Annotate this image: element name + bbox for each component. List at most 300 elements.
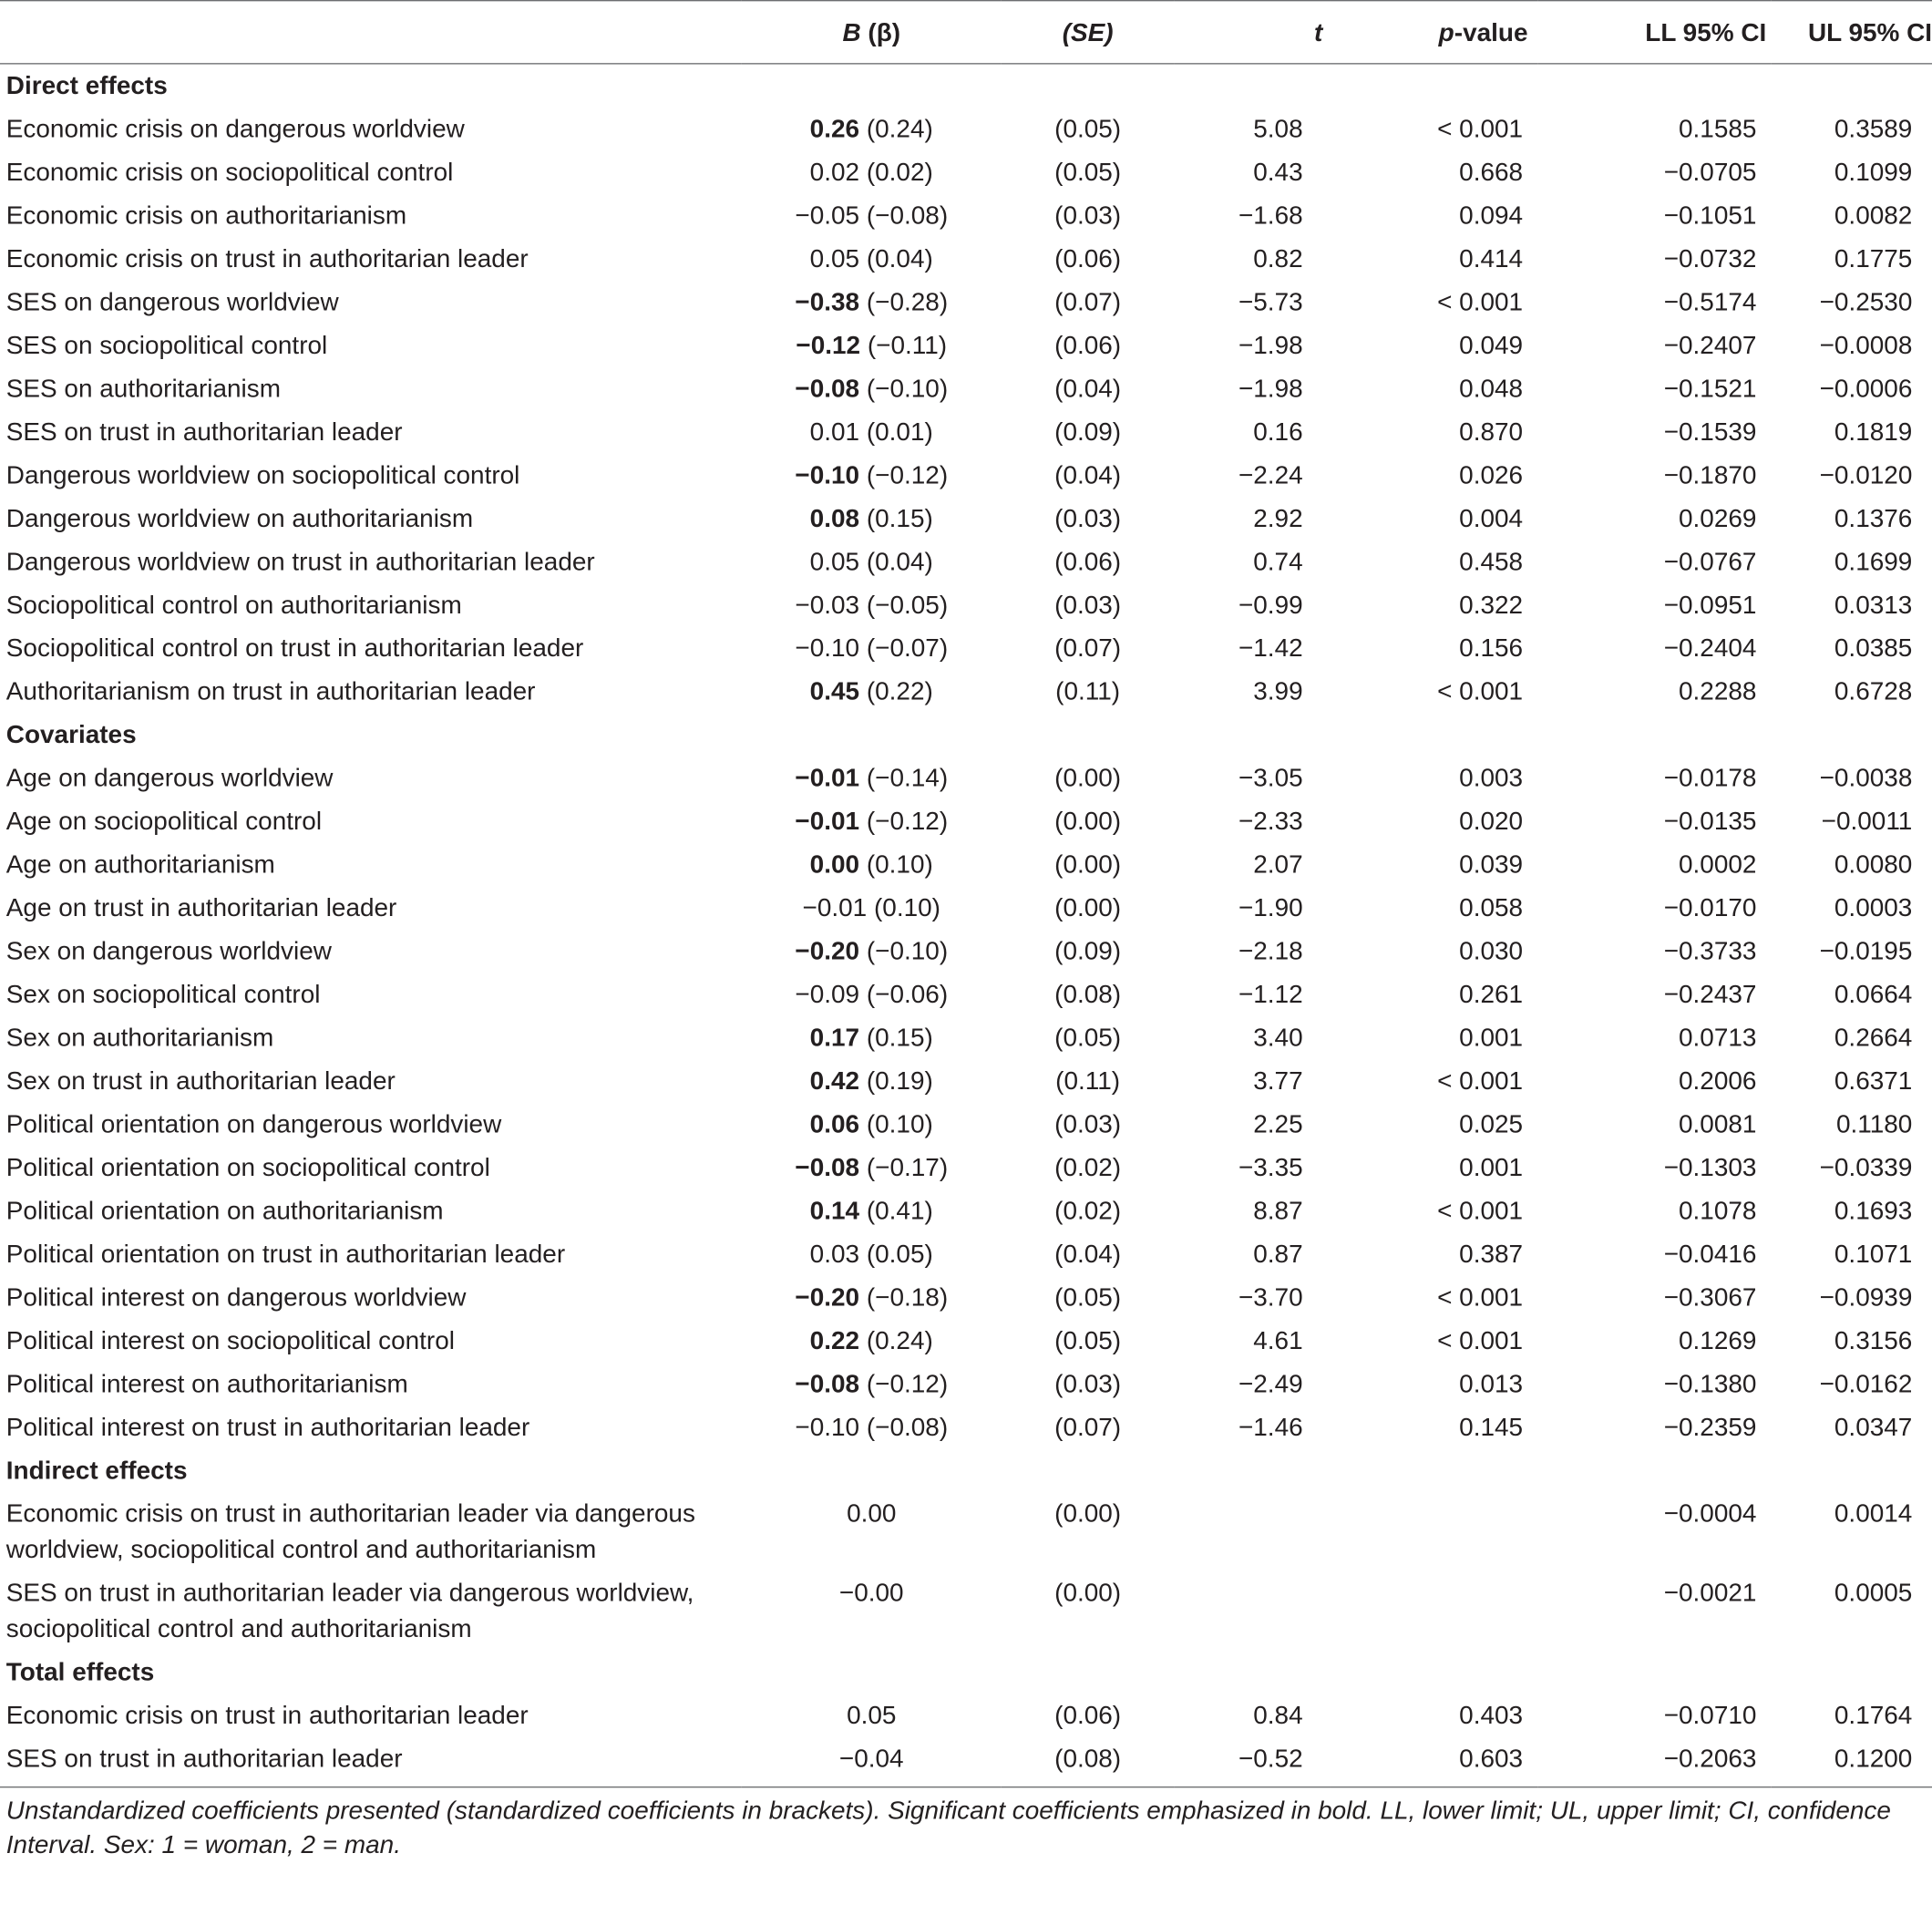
table-row	[0, 1059, 1932, 1102]
p-value: 0.003	[1459, 764, 1524, 793]
p-value: 0.020	[1459, 807, 1524, 836]
standardized-coefficient: (−0.06)	[866, 980, 949, 1009]
standardized-coefficient: (−0.12)	[866, 1369, 949, 1399]
table-row	[0, 1492, 1932, 1571]
coefficient-cell	[742, 1571, 1002, 1651]
t-value: 2.92	[1253, 504, 1303, 533]
coefficient-cell	[742, 1103, 1002, 1146]
upper-limit-ci: −0.0008	[1819, 331, 1913, 360]
unstandardized-coefficient: −0.00	[838, 1579, 904, 1608]
lower-limit-ci: −0.0732	[1663, 244, 1757, 273]
unstandardized-coefficient: −0.01	[795, 764, 860, 793]
effect-name: Sociopolitical control on authoritarianism	[5, 591, 462, 620]
effect-name: Political interest on dangerous worldview	[5, 1282, 467, 1313]
standard-error: (0.11)	[1055, 1066, 1121, 1096]
standardized-coefficient: (−0.12)	[866, 460, 949, 490]
effect-name: Economic crisis on trust in authoritarian leader	[5, 1701, 529, 1730]
standardized-coefficient: (−0.12)	[866, 807, 949, 836]
standardized-coefficient: (0.10)	[873, 893, 940, 922]
upper-limit-ci: 0.0313	[1834, 591, 1913, 620]
table-row	[0, 541, 1932, 583]
header-b-suffix: (β)	[860, 17, 901, 46]
unstandardized-coefficient: −0.08	[795, 1369, 860, 1399]
t-value: −3.35	[1238, 1153, 1303, 1182]
effect-name: Political interest on trust in authoritarian leader	[5, 1413, 530, 1442]
standard-error: (0.00)	[1054, 893, 1122, 922]
t-value: −1.68	[1238, 201, 1303, 231]
effect-name: Authoritarianism on trust in authoritarian leader	[5, 677, 536, 706]
standard-error: (0.09)	[1054, 417, 1122, 447]
unstandardized-coefficient: −0.04	[838, 1744, 904, 1774]
upper-limit-ci: 0.0080	[1834, 850, 1913, 880]
unstandardized-coefficient: 0.06	[809, 1110, 860, 1139]
table-row	[0, 670, 1932, 713]
coefficient-cell	[742, 1405, 1002, 1448]
standard-error: (0.05)	[1054, 115, 1122, 144]
table-row	[0, 281, 1932, 324]
section-title: Total effects	[5, 1657, 155, 1687]
t-value: 0.74	[1253, 547, 1303, 577]
header-p	[1330, 1, 1537, 64]
p-value: 0.048	[1459, 374, 1524, 404]
t-value: −2.24	[1238, 460, 1303, 490]
upper-limit-ci: −0.0120	[1819, 460, 1913, 490]
p-value: < 0.001	[1437, 1066, 1524, 1096]
coefficient-cell	[742, 1059, 1002, 1102]
t-value: −1.90	[1238, 893, 1303, 922]
standard-error: (0.00)	[1054, 1499, 1122, 1529]
p-value: < 0.001	[1437, 288, 1524, 317]
effect-name: Sex on authoritarianism	[5, 1024, 274, 1053]
coefficient-cell	[742, 843, 1002, 886]
t-value: −2.18	[1238, 937, 1303, 966]
p-value: 0.156	[1459, 633, 1524, 664]
table-body	[0, 64, 1932, 1787]
standardized-coefficient: (0.10)	[866, 850, 933, 880]
coefficient-cell	[742, 1232, 1002, 1275]
coefficient-cell	[742, 541, 1002, 583]
effect-name: Economic crisis on dangerous worldview	[5, 115, 465, 144]
coefficient-cell	[742, 237, 1002, 280]
unstandardized-coefficient: −0.09	[795, 980, 860, 1009]
p-value: < 0.001	[1437, 115, 1524, 144]
upper-limit-ci: 0.3156	[1834, 1326, 1913, 1355]
lower-limit-ci: −0.0021	[1663, 1579, 1757, 1608]
table-row	[0, 108, 1932, 150]
p-value: 0.414	[1459, 244, 1524, 273]
p-value: 0.058	[1459, 893, 1524, 922]
p-value: 0.004	[1459, 504, 1524, 533]
coefficient-cell	[742, 1276, 1002, 1319]
t-value: −3.05	[1238, 764, 1303, 793]
upper-limit-ci: 0.0347	[1834, 1413, 1913, 1442]
unstandardized-coefficient: 0.03	[809, 1240, 860, 1269]
lower-limit-ci: 0.1078	[1678, 1196, 1757, 1226]
standard-error: (0.08)	[1054, 980, 1122, 1009]
standardized-coefficient: (0.10)	[866, 1110, 933, 1139]
table-row	[0, 454, 1932, 497]
t-value: −1.98	[1238, 374, 1303, 404]
t-value: 0.16	[1253, 417, 1303, 447]
effect-name: Sex on sociopolitical control	[5, 980, 321, 1009]
standard-error: (0.02)	[1054, 1196, 1122, 1226]
t-value: 8.87	[1253, 1196, 1303, 1226]
table-row	[0, 1232, 1932, 1275]
standard-error: (0.06)	[1054, 547, 1122, 577]
p-value: < 0.001	[1437, 1282, 1524, 1313]
effect-name: Age on dangerous worldview	[5, 764, 334, 793]
table-row	[0, 1016, 1932, 1059]
header-ul: UL 95% CI	[1772, 1, 1932, 64]
coefficient-cell	[742, 973, 1002, 1015]
table-row	[0, 1276, 1932, 1319]
p-value: < 0.001	[1437, 677, 1524, 706]
effect-name: Age on trust in authoritarian leader	[5, 893, 397, 922]
table-footnote: Unstandardized coefficients presented (standardized coefficients in brackets). Significant coefficients emphasized in bold. LL, lower limit; UL, upper limit; CI, confidence Interval. Sex: 1 = woman, 2 = man.	[5, 1796, 1891, 1860]
lower-limit-ci: −0.2404	[1663, 633, 1757, 664]
standard-error: (0.03)	[1054, 201, 1122, 231]
upper-limit-ci: 0.0005	[1834, 1579, 1913, 1608]
standard-error: (0.07)	[1054, 633, 1122, 664]
header-se: (SE)	[1002, 1, 1175, 64]
unstandardized-coefficient: −0.20	[795, 1282, 860, 1313]
lower-limit-ci: −0.0710	[1663, 1701, 1757, 1730]
table-row	[0, 1189, 1932, 1232]
unstandardized-coefficient: 0.26	[809, 115, 860, 144]
coefficient-cell	[742, 454, 1002, 497]
upper-limit-ci: 0.0664	[1834, 980, 1913, 1009]
standardized-coefficient: (−0.11)	[867, 331, 948, 360]
unstandardized-coefficient: 0.05	[809, 547, 860, 577]
lower-limit-ci: 0.0081	[1678, 1110, 1757, 1139]
coefficient-cell	[742, 670, 1002, 713]
standard-error: (0.02)	[1054, 1153, 1122, 1182]
standard-error: (0.03)	[1054, 591, 1122, 620]
table-row	[0, 1405, 1932, 1448]
section-title: Covariates	[5, 720, 137, 749]
t-value: −2.33	[1238, 807, 1303, 836]
lower-limit-ci: 0.0002	[1678, 850, 1757, 880]
upper-limit-ci: 0.0385	[1834, 633, 1913, 664]
table-row	[0, 1737, 1932, 1787]
t-value: −0.52	[1175, 1737, 1331, 1787]
header-effect	[0, 1, 742, 64]
t-value: −1.42	[1238, 633, 1303, 664]
p-value: 0.094	[1459, 201, 1524, 231]
coefficient-cell	[742, 887, 1002, 930]
effect-name: Economic crisis on authoritarianism	[5, 201, 407, 231]
table-header-row	[0, 1, 1932, 64]
lower-limit-ci: −0.1521	[1663, 374, 1757, 404]
t-value: 3.40	[1253, 1024, 1303, 1053]
table-row	[0, 1363, 1932, 1405]
coefficient-cell	[742, 324, 1002, 366]
table-row	[0, 973, 1932, 1015]
table-row	[0, 1103, 1932, 1146]
standardized-coefficient: (−0.05)	[866, 591, 949, 620]
table-row	[0, 887, 1932, 930]
effect-name: Sex on dangerous worldview	[5, 937, 332, 966]
standardized-coefficient: (−0.07)	[866, 633, 949, 664]
p-value	[1330, 1571, 1537, 1651]
t-value: −2.49	[1238, 1369, 1303, 1399]
effect-name: Political orientation on trust in authoritarian leader	[5, 1240, 566, 1269]
header-p-suffix: -value	[1454, 17, 1528, 46]
table-row	[0, 497, 1932, 540]
standard-error: (0.05)	[1054, 158, 1122, 187]
upper-limit-ci: −0.0339	[1819, 1153, 1913, 1182]
effect-name: Political orientation on authoritarianism	[5, 1196, 444, 1226]
header-p-label: p	[1438, 17, 1454, 46]
upper-limit-ci: 0.1819	[1834, 417, 1913, 447]
standardized-coefficient: (−0.10)	[866, 374, 949, 404]
upper-limit-ci: −0.2530	[1819, 288, 1913, 317]
unstandardized-coefficient: −0.38	[795, 288, 860, 317]
coefficient-cell	[742, 194, 1002, 237]
standardized-coefficient: (0.24)	[866, 1326, 933, 1355]
table-row	[0, 843, 1932, 886]
section-header-row	[0, 64, 1932, 108]
table-row	[0, 367, 1932, 410]
standardized-coefficient: (0.19)	[866, 1066, 933, 1096]
unstandardized-coefficient: 0.05	[847, 1701, 897, 1730]
lower-limit-ci: −0.0178	[1663, 764, 1757, 793]
p-value: 0.403	[1459, 1701, 1524, 1730]
lower-limit-ci: −0.2407	[1663, 331, 1757, 360]
upper-limit-ci: 0.3589	[1834, 115, 1913, 144]
effect-name: Dangerous worldview on trust in authoritarian leader	[5, 547, 595, 577]
effect-name: Political orientation on sociopolitical control	[5, 1153, 490, 1182]
p-value: 0.001	[1459, 1024, 1524, 1053]
unstandardized-coefficient: 0.14	[809, 1196, 860, 1226]
coefficient-cell	[742, 1146, 1002, 1189]
unstandardized-coefficient: −0.10	[795, 460, 860, 490]
upper-limit-ci: 0.1200	[1772, 1737, 1932, 1787]
p-value: 0.001	[1459, 1153, 1524, 1182]
standard-error: (0.09)	[1054, 937, 1122, 966]
t-value: −1.46	[1238, 1413, 1303, 1442]
lower-limit-ci: −0.2063	[1537, 1737, 1771, 1787]
table-row	[0, 627, 1932, 670]
effect-name: Sociopolitical control on trust in authoritarian leader	[5, 633, 584, 664]
upper-limit-ci: −0.0162	[1819, 1369, 1913, 1399]
t-value: −1.12	[1238, 980, 1303, 1009]
p-value: 0.030	[1459, 937, 1524, 966]
standardized-coefficient: (−0.28)	[866, 288, 949, 317]
unstandardized-coefficient: 0.08	[809, 504, 860, 533]
p-value: 0.026	[1459, 460, 1524, 490]
unstandardized-coefficient: −0.10	[795, 1413, 860, 1442]
standardized-coefficient: (−0.17)	[866, 1153, 949, 1182]
standardized-coefficient: (−0.08)	[866, 201, 949, 231]
p-value: 0.603	[1330, 1737, 1537, 1787]
coefficient-cell	[742, 757, 1002, 799]
p-value: 0.039	[1459, 850, 1524, 880]
table-row	[0, 1571, 1932, 1651]
coefficient-cell	[742, 1492, 1002, 1571]
unstandardized-coefficient: 0.22	[809, 1326, 860, 1355]
standard-error: (0.05)	[1054, 1326, 1122, 1355]
lower-limit-ci: −0.1303	[1663, 1153, 1757, 1182]
coefficient-cell	[742, 1737, 1002, 1787]
lower-limit-ci: −0.0170	[1663, 893, 1757, 922]
p-value: 0.049	[1459, 331, 1524, 360]
t-value: −0.99	[1238, 591, 1303, 620]
t-value: 0.82	[1253, 244, 1303, 273]
header-b-label: B	[842, 17, 861, 46]
coefficient-cell	[742, 800, 1002, 843]
coefficient-cell	[742, 1319, 1002, 1362]
effect-name: Sex on trust in authoritarian leader	[5, 1066, 396, 1096]
effect-name: SES on sociopolitical control	[5, 331, 328, 360]
upper-limit-ci: 0.1376	[1834, 504, 1913, 533]
unstandardized-coefficient: 0.05	[809, 244, 860, 273]
lower-limit-ci: −0.0416	[1663, 1240, 1757, 1269]
standard-error: (0.06)	[1054, 331, 1122, 360]
t-value: 0.43	[1253, 158, 1303, 187]
coefficient-cell	[742, 281, 1002, 324]
lower-limit-ci: −0.0004	[1663, 1499, 1757, 1529]
p-value: 0.387	[1459, 1240, 1524, 1269]
lower-limit-ci: −0.5174	[1663, 288, 1757, 317]
upper-limit-ci: 0.6728	[1834, 677, 1913, 706]
t-value: 2.07	[1253, 850, 1303, 880]
unstandardized-coefficient: 0.00	[809, 850, 860, 880]
coefficient-cell	[742, 583, 1002, 626]
coefficient-cell	[742, 1016, 1002, 1059]
standard-error: (0.03)	[1054, 1110, 1122, 1139]
unstandardized-coefficient: 0.02	[809, 158, 860, 187]
unstandardized-coefficient: −0.05	[795, 201, 860, 231]
table-row	[0, 757, 1932, 799]
standard-error: (0.05)	[1054, 1282, 1122, 1313]
table-row	[0, 1146, 1932, 1189]
t-value: 0.87	[1253, 1240, 1303, 1269]
standardized-coefficient: (0.24)	[866, 115, 933, 144]
effect-name: Dangerous worldview on authoritarianism	[5, 504, 474, 533]
coefficient-cell	[742, 1694, 1002, 1736]
lower-limit-ci: −0.1539	[1663, 417, 1757, 447]
p-value: 0.025	[1459, 1110, 1524, 1139]
upper-limit-ci: −0.0195	[1819, 937, 1913, 966]
table-row	[0, 237, 1932, 280]
header-ll: LL 95% CI	[1537, 1, 1771, 64]
lower-limit-ci: −0.0705	[1663, 158, 1757, 187]
standardized-coefficient: (−0.08)	[866, 1413, 949, 1442]
p-value: 0.145	[1459, 1413, 1524, 1442]
unstandardized-coefficient: 0.01	[809, 417, 860, 447]
unstandardized-coefficient: −0.03	[795, 591, 860, 620]
standardized-coefficient: (0.05)	[866, 1240, 933, 1269]
t-value: 3.77	[1253, 1066, 1303, 1096]
lower-limit-ci: −0.3733	[1663, 937, 1757, 966]
standard-error: (0.00)	[1054, 1579, 1122, 1608]
upper-limit-ci: 0.1099	[1834, 158, 1913, 187]
t-value: 0.84	[1253, 1701, 1303, 1730]
upper-limit-ci: 0.1180	[1835, 1110, 1913, 1139]
lower-limit-ci: −0.0951	[1663, 591, 1757, 620]
header-b	[742, 1, 1002, 64]
standard-error: (0.07)	[1054, 1413, 1122, 1442]
unstandardized-coefficient: −0.08	[795, 1153, 860, 1182]
standard-error: (0.00)	[1054, 764, 1122, 793]
lower-limit-ci: −0.1051	[1663, 201, 1757, 231]
standardized-coefficient: (0.15)	[866, 504, 933, 533]
effect-name: Economic crisis on trust in authoritarian leader	[5, 244, 529, 273]
t-value: −5.73	[1238, 288, 1303, 317]
lower-limit-ci: −0.3067	[1663, 1282, 1757, 1313]
effect-name: Age on sociopolitical control	[5, 807, 323, 836]
lower-limit-ci: −0.0767	[1663, 547, 1757, 577]
unstandardized-coefficient: −0.12	[796, 331, 861, 360]
table-row	[0, 150, 1932, 193]
lower-limit-ci: 0.2288	[1678, 677, 1757, 706]
standard-error: (0.04)	[1054, 374, 1122, 404]
effect-name: SES on dangerous worldview	[5, 288, 339, 317]
t-value: 5.08	[1253, 115, 1303, 144]
p-value: < 0.001	[1437, 1326, 1524, 1355]
effect-name: Age on authoritarianism	[5, 850, 275, 880]
p-value: 0.458	[1459, 547, 1524, 577]
standard-error: (0.05)	[1054, 1024, 1122, 1053]
upper-limit-ci: −0.0011	[1821, 807, 1913, 836]
lower-limit-ci: −0.2437	[1663, 980, 1757, 1009]
effect-name: Economic crisis on trust in authoritarian leader via dangerous worldview, sociopolitical control and authoritarianism	[5, 1499, 695, 1564]
standard-error: (0.06)	[1054, 1701, 1122, 1730]
unstandardized-coefficient: 0.42	[809, 1066, 860, 1096]
table-row	[0, 1319, 1932, 1362]
coefficient-cell	[742, 930, 1002, 973]
effect-name: SES on trust in authoritarian leader via dangerous worldview, sociopolitical control and authoritarianism	[5, 1579, 694, 1643]
upper-limit-ci: 0.1693	[1834, 1196, 1913, 1226]
standardized-coefficient: (−0.14)	[866, 764, 949, 793]
coefficient-cell	[742, 627, 1002, 670]
standard-error: (0.00)	[1054, 807, 1122, 836]
standard-error: (0.03)	[1054, 504, 1122, 533]
standard-error: (0.03)	[1054, 1369, 1122, 1399]
lower-limit-ci: −0.2359	[1663, 1413, 1757, 1442]
t-value	[1175, 1571, 1331, 1651]
t-value	[1175, 1492, 1331, 1571]
section-title: Indirect effects	[5, 1456, 188, 1486]
p-value: 0.870	[1459, 417, 1524, 447]
table-row	[0, 930, 1932, 973]
upper-limit-ci: 0.1764	[1834, 1701, 1913, 1730]
table-row	[0, 583, 1932, 626]
unstandardized-coefficient: −0.01	[795, 807, 860, 836]
standardized-coefficient: (0.22)	[866, 677, 933, 706]
section-header-row	[0, 714, 1932, 757]
upper-limit-ci: −0.0006	[1819, 374, 1913, 404]
p-value: 0.668	[1459, 158, 1524, 187]
lower-limit-ci: −0.1870	[1663, 460, 1757, 490]
unstandardized-coefficient: −0.08	[795, 374, 860, 404]
table-row	[0, 1694, 1932, 1736]
unstandardized-coefficient: 0.00	[847, 1499, 897, 1529]
p-value: 0.261	[1459, 980, 1524, 1009]
upper-limit-ci: 0.0003	[1834, 893, 1913, 922]
coefficient-cell	[742, 1189, 1002, 1232]
table-row	[0, 324, 1932, 366]
lower-limit-ci: 0.0713	[1678, 1024, 1757, 1053]
standardized-coefficient: (0.01)	[866, 417, 933, 447]
t-value: 2.25	[1253, 1110, 1303, 1139]
upper-limit-ci: 0.0014	[1834, 1499, 1913, 1529]
effect-name: Economic crisis on sociopolitical control	[5, 158, 454, 187]
standardized-coefficient: (0.15)	[866, 1024, 933, 1053]
upper-limit-ci: 0.1071	[1834, 1240, 1913, 1269]
lower-limit-ci: 0.1585	[1678, 115, 1757, 144]
